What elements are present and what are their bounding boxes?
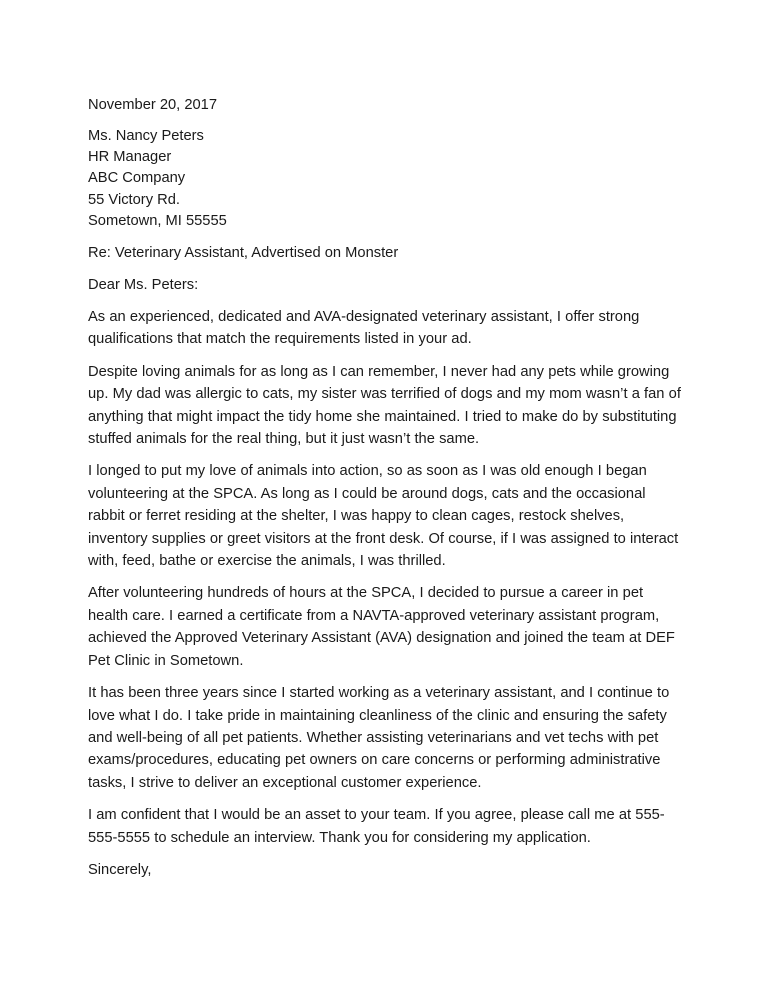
recipient-street: 55 Victory Rd.: [88, 191, 180, 208]
body-paragraph: I longed to put my love of animals into action, so as soon as I was old enough I began volunteering at the SPCA. As long as I could be around dogs, cats and the occasional rabbit or ferret residing at the shelter, I was happy to clean cages, restock shelves, inventory supplies or greet visitors at the front desk. Of course, if I was assigned to interact with, feed, bathe or exercise the animals, I was thrilled.: [88, 463, 679, 570]
recipient-company: ABC Company: [88, 170, 186, 187]
letter-body: [88, 94, 682, 977]
body-paragraph: I am confident that I would be an asset to your team. If you agree, please call me at 555-555-5555 to schedule an interview. Thank you for considering my application.: [88, 807, 665, 846]
body-paragraph: After volunteering hundreds of hours at the SPCA, I decided to pursue a career in pet health care. I earned a certificate from a NAVTA-approved veterinary assistant program, achieved the Approved Veterinary Assistant (AVA) designation and joined the team at DEF Pet Clinic in Sometown.: [88, 585, 675, 669]
recipient-name: Ms. Nancy Peters: [88, 128, 204, 144]
signature-space: [88, 881, 682, 977]
recipient-address-block: [88, 126, 682, 232]
body-paragraph: It has been three years since I started working as a veterinary assistant, and I continue to love what I do. I take pride in maintaining cleanliness of the clinic and ensuring the safety and well-being of all pet patients. Whether assisting veterinarians and vet techs with pet exams/procedures, educating pet owners on care concerns or performing administrative tasks, I strive to deliver an exceptional customer experience.: [88, 685, 670, 791]
body-paragraph: As an experienced, dedicated and AVA-designated veterinary assistant, I offer strong qualifications that match the requirements listed in your ad.: [88, 309, 640, 348]
subject-line: Re: Veterinary Assistant, Advertised on Monster: [88, 245, 399, 262]
recipient-title: HR Manager: [88, 149, 172, 166]
closing-salutation: Sincerely,: [88, 861, 152, 878]
letter-date: November 20, 2017: [88, 97, 218, 113]
body-paragraph: Despite loving animals for as long as I can remember, I never had any pets while growing up. My dad was allergic to cats, my sister was terrified of dogs and my mom wasn’t a fan of anything that might impact the tidy home she maintained. I tried to make do by substituting stuffed animals for the real thing, but it just wasn’t the same.: [88, 363, 681, 448]
recipient-city-state-zip: Sometown, MI 55555: [88, 212, 227, 229]
salutation: Dear Ms. Peters:: [88, 277, 199, 294]
